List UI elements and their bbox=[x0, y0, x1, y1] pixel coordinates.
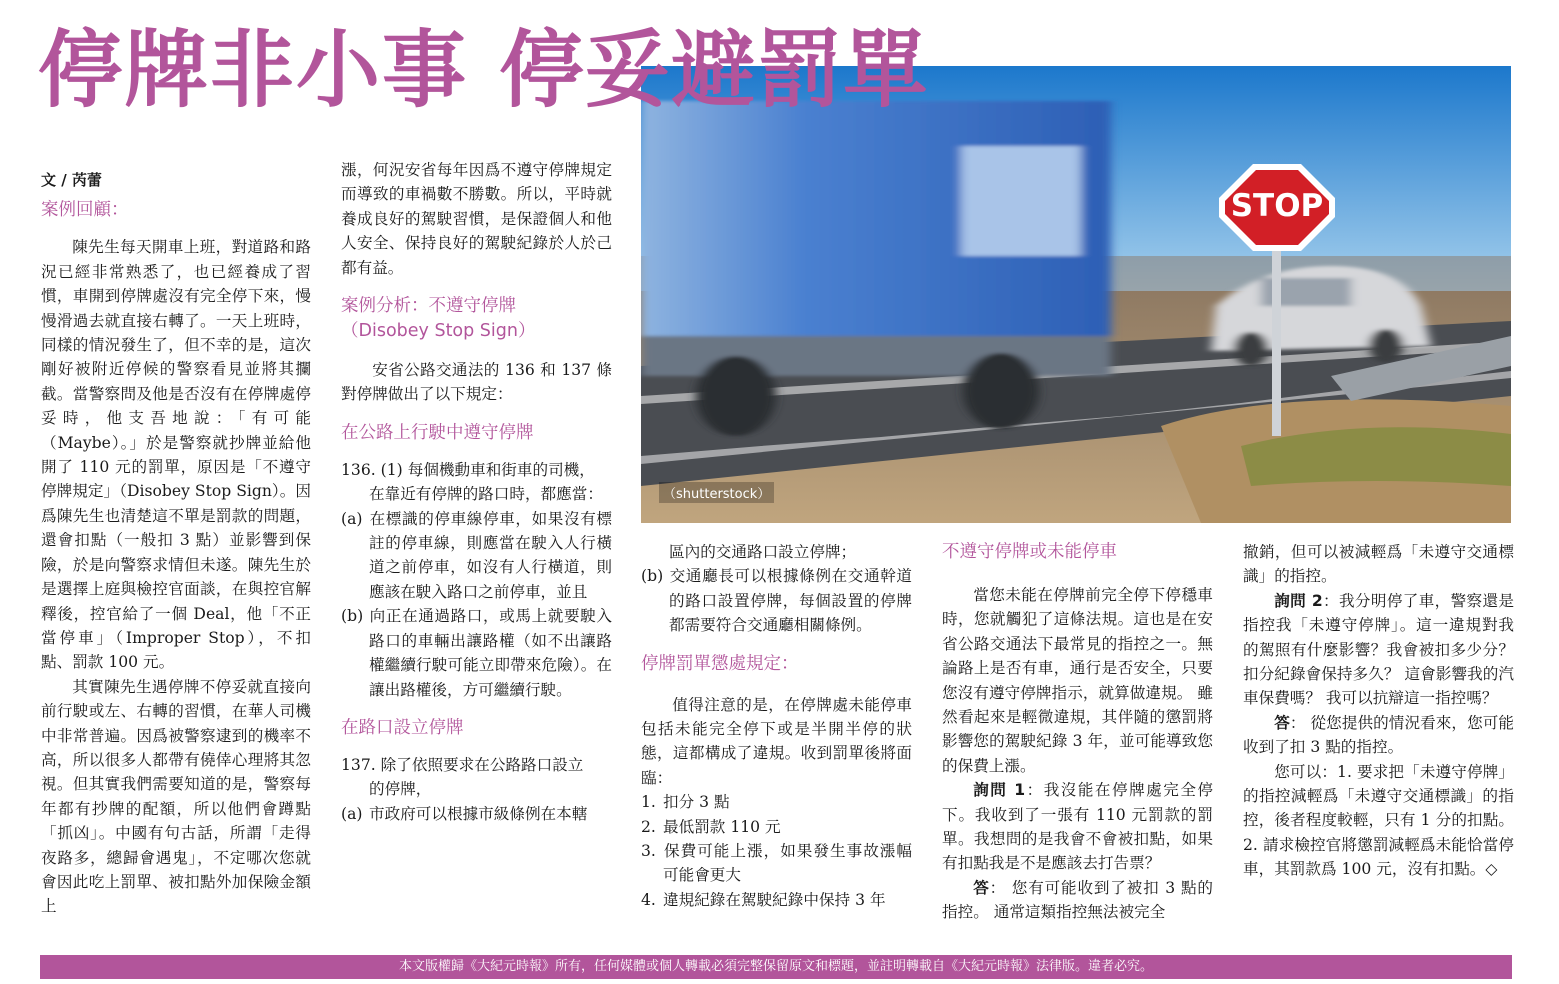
paragraph: 您可以：1. 要求把「未遵守停牌」的指控減輕爲「未遵守交通標識」的指控，後者程度較輕，只有 1 分的扣點。 2. 請求檢控官將懲罰減輕爲未能恰當停車，其罰款爲 100 元，沒有扣點。◇ bbox=[1243, 762, 1514, 879]
road-scene-illustration bbox=[641, 66, 1511, 523]
paragraph: 撤銷，但可以被減輕爲「未遵守交通標識」的指控。 bbox=[1243, 543, 1514, 586]
byline: 文 / 芮蕾 bbox=[41, 171, 102, 189]
copyright-footer: 本文版權歸《大紀元時報》所有，任何媒體或個人轉載必須完整保留原文和標題，並註明轉載自《大紀元時報》法律版。違者必究。 bbox=[40, 955, 1512, 979]
page-title: 停牌非小事 停妥避罰單 bbox=[38, 20, 930, 119]
article-column-5 bbox=[1243, 540, 1514, 882]
law-item: (b) 交通廳長可以根據條例在交通幹道的路口設置停牌，每個設置的停牌都需要符合交通廳相關條例。 bbox=[641, 567, 912, 635]
question-paragraph: 詢問 1：我沒能在停牌處完全停下。我收到了一張有 110 元罰款的罰單。我想問的是我會不會被扣點，如果有扣點我是不是應該去打告票？ bbox=[942, 781, 1213, 873]
section-heading-set-stop: 在路口設立停牌 bbox=[341, 717, 464, 738]
law-item-cont: 區內的交通路口設立停牌； bbox=[669, 543, 857, 561]
list-item: 1. 扣分 3 點 bbox=[641, 793, 730, 812]
stop-sign-text: STOP bbox=[1230, 188, 1324, 224]
article-column-2 bbox=[341, 158, 612, 826]
section-heading-case-analysis: 案例分析：不遵守停牌 bbox=[341, 296, 516, 317]
law-136-line: 在靠近有停牌的路口時，都應當： bbox=[369, 485, 603, 504]
law-item: (a) 在標識的停車線停車，如果沒有標註的停車線，則應當在駛入人行橫道之前停車，如沒有人行橫道，則應該在駛入路口之前停車，並且 bbox=[341, 509, 612, 601]
section-heading-case-analysis-en: （Disobey Stop Sign） bbox=[341, 321, 536, 342]
section-heading-disobey: 不遵守停牌或未能停車 bbox=[942, 542, 1117, 562]
answer-paragraph: 答： 從您提供的情況看來，您可能收到了扣 3 點的指控。 bbox=[1243, 713, 1514, 757]
article-column-3 bbox=[641, 540, 912, 912]
article-column-4 bbox=[942, 540, 1213, 925]
section-heading-obey-stop: 在公路上行駛中遵守停牌 bbox=[341, 422, 534, 443]
list-item: 4. 違規紀錄在駕駛紀錄中保持 3 年 bbox=[641, 890, 886, 909]
list-item: 2. 最低罰款 110 元 bbox=[641, 817, 781, 836]
penalty-list bbox=[641, 790, 912, 912]
law-item: (a) 市政府可以根據市級條例在本轄 bbox=[341, 804, 588, 823]
paragraph: 安省公路交通法的 136 和 137 條對停牌做出了以下規定： bbox=[341, 361, 612, 404]
law-136-line: 136. (1) 每個機動車和街車的司機， bbox=[341, 460, 595, 479]
law-item: (b) 向正在通過路口，或馬上就要駛入路口的車輛出讓路權（如不出讓路權繼續行駛可能立即帶來危險）。在讓出路權後，方可繼續行駛。 bbox=[341, 607, 612, 699]
law-137-line: 的停牌， bbox=[369, 780, 432, 799]
question-paragraph: 詢問 2：我分明停了車，警察還是指控我「未遵守停牌」。這一違規對我的駕照有什麼影響？我會被扣多少分？ 扣分紀錄會保持多久？ 這會影響我的汽車保費嗎？ 我可以抗辯這一指控嗎？ bbox=[1243, 591, 1514, 708]
paragraph: 值得注意的是，在停牌處未能停車包括未能完全停下或是半開半停的狀態，這都構成了違規。收到罰單後將面臨： bbox=[641, 695, 912, 787]
section-heading-penalty: 停牌罰單懲處規定： bbox=[641, 653, 799, 674]
article-column-1 bbox=[41, 168, 311, 919]
law-137-line: 137. 除了依照要求在公路路口設立 bbox=[341, 755, 584, 774]
photo-credit: （shutterstock） bbox=[659, 482, 774, 503]
paragraph: 其實陳先生遇停牌不停妥就直接向前行駛或左、右轉的習慣，在華人司機中非常普遍。因爲被警察逮到的機率不高，所以很多人都帶有僥倖心理將其忽視。但其實我們需要知道的是，警察每年都有抄牌的配額，所以他們會蹲點「抓凶」。中國有句古話，所謂「走得夜路多，總歸會遇鬼」，不定哪次您就會因此吃上罰單、被扣點外加保險金額上 bbox=[41, 677, 311, 916]
paragraph: 漲，何況安省每年因爲不遵守停牌規定而導致的車禍數不勝數。所以，平時就養成良好的駕駛習慣，是保證個人和他人安全、保持良好的駕駛紀錄於人於己都有益。 bbox=[341, 161, 612, 277]
paragraph: 陳先生每天開車上班，對道路和路況已經非常熟悉了，也已經養成了習慣，車開到停牌處沒有完全停下來，慢慢滑過去就直接右轉了。一天上班時，同樣的情況發生了，但不幸的是，這次剛好被附近停候的警察看見並將其攔截。當警察問及他是否沒有在停牌處停妥時，他支吾地說：「有可能（Maybe）。」於是警察就抄牌並給他開了 110 元的罰單，原因是「不遵守停牌規定」（Disobey Stop Sign）。因爲陳先生也清楚這不單是罰款的問題，還會扣點（一般扣 3 點）並影響到保險，於是向警察求情但未遂。陳先生於是選擇上庭與檢控官面談，在與控官解釋後，控官給了一個 Deal，他「不正當停車」（Improper Stop），不扣點、罰款 100 元。 bbox=[41, 238, 311, 672]
hero-photo bbox=[641, 66, 1511, 523]
section-heading-case-review: 案例回顧： bbox=[41, 200, 129, 221]
paragraph: 當您未能在停牌前完全停下停穩車時，您就觸犯了這條法規。這也是在安省公路交通法下最常見的指控之一。無論路上是否有車，通行是否安全，只要您沒有遵守停牌指示，就算做違規。 雖然看起來是輕微違規，其伴隨的懲罰將影響您的駕駛紀錄 3 年，並可能導致您的保費上漲。 bbox=[942, 586, 1213, 775]
answer-paragraph: 答： 您有可能收到了被扣 3 點的指控。 通常這類指控無法被完全 bbox=[942, 878, 1213, 922]
list-item: 3. 保費可能上漲，如果發生事故漲幅可能會更大 bbox=[641, 842, 912, 885]
